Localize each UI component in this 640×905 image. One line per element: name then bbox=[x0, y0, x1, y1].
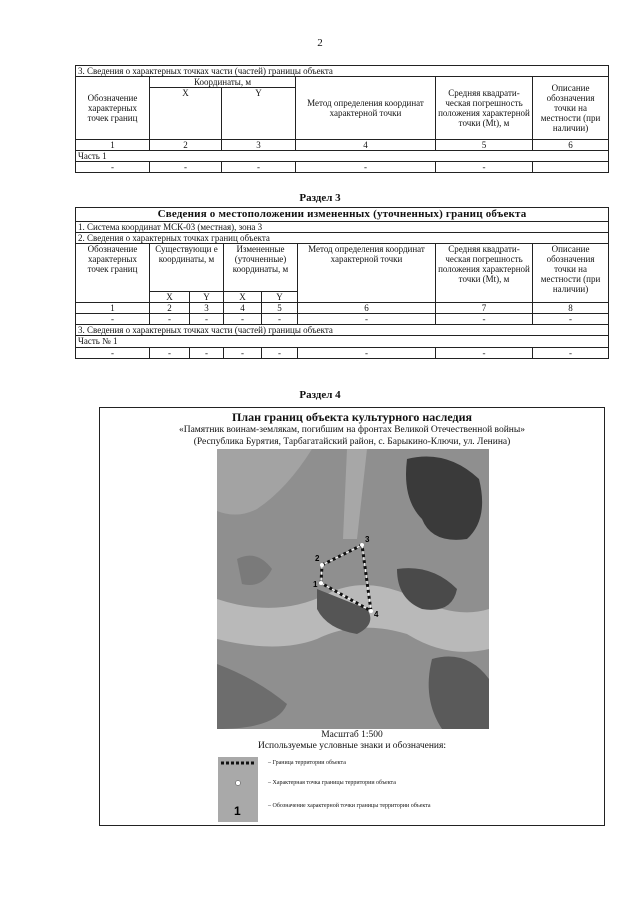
sub-header: 3. Сведения о характерных точках части (частей) границы объекта bbox=[76, 325, 609, 336]
col-num: 1 bbox=[76, 140, 150, 151]
table-cell: - bbox=[436, 347, 533, 358]
table-cell: - bbox=[533, 314, 609, 325]
section4-title: Раздел 4 bbox=[299, 389, 341, 401]
plan-location: (Республика Бурятия, Тарбагатайский район, с. Барыкино-Ключи, ул. Ленина) bbox=[193, 437, 511, 447]
legend-header: Используемые условные знаки и обозначения: bbox=[257, 741, 446, 751]
col-num: 5 bbox=[262, 303, 298, 314]
section3-title: Раздел 3 bbox=[299, 192, 341, 204]
table-cell: - bbox=[190, 314, 224, 325]
table-cell bbox=[533, 162, 609, 173]
boundary-plan bbox=[99, 407, 605, 826]
col-method: Метод определения координат характерной точки bbox=[298, 244, 436, 303]
col-existing: Существующи е координаты, м bbox=[150, 244, 224, 292]
table-cell: - bbox=[436, 314, 533, 325]
coord-system: 1. Система координат МСК-03 (местная), зона 3 bbox=[76, 222, 609, 233]
col-num: 6 bbox=[533, 140, 609, 151]
table-cell: - bbox=[222, 162, 296, 173]
col-description: Описание обозначения точки на местности (при наличии) bbox=[533, 244, 609, 303]
table-cell: - bbox=[298, 314, 436, 325]
table-cell: - bbox=[224, 314, 262, 325]
col-num: 8 bbox=[533, 303, 609, 314]
coords-header: Координаты, м bbox=[150, 77, 296, 88]
col-num: 2 bbox=[150, 303, 190, 314]
col-changed: Измененные (уточненные) координаты, м bbox=[224, 244, 298, 292]
map-point-label: 1 bbox=[313, 580, 318, 589]
map-point-label: 2 bbox=[315, 554, 320, 563]
page-number: 2 bbox=[317, 37, 323, 49]
col-error: Средняя квадрати-ческая погрешность положения характерной точки (Mt), м bbox=[436, 77, 533, 140]
map-point-label: 3 bbox=[365, 535, 370, 544]
col-num: 4 bbox=[224, 303, 262, 314]
table-cell: - bbox=[150, 347, 190, 358]
part-label: Часть 1 bbox=[76, 151, 609, 162]
legend-item-boundary: – Граница территории объекта bbox=[268, 760, 346, 766]
legend-point-label: 1 bbox=[234, 804, 241, 818]
map-scale: Масштаб 1:500 bbox=[321, 730, 383, 740]
legend-icons-graphic bbox=[218, 757, 258, 822]
col-x: X bbox=[150, 292, 190, 303]
col-error: Средняя квадрати-ческая погрешность положения характерной точки (Mt), м bbox=[436, 244, 533, 303]
part-points-table bbox=[75, 65, 609, 173]
col-num: 5 bbox=[436, 140, 533, 151]
table-cell: - bbox=[262, 347, 298, 358]
col-designation: Обозначение характерных точек границ bbox=[76, 77, 150, 140]
col-method: Метод определения координат характерной точки bbox=[296, 77, 436, 140]
table-cell: - bbox=[533, 347, 609, 358]
table-cell: - bbox=[76, 162, 150, 173]
table-cell: - bbox=[296, 162, 436, 173]
map-image bbox=[217, 449, 489, 729]
section-header: 3. Сведения о характерных точках части (частей) границы объекта bbox=[76, 66, 609, 77]
legend-item-label: – Обозначение характерной точки границы территории объекта bbox=[268, 803, 431, 809]
col-y: Y bbox=[222, 88, 296, 140]
changed-boundaries-table bbox=[75, 207, 609, 359]
table-cell: - bbox=[76, 347, 150, 358]
map-point-label: 4 bbox=[374, 610, 379, 619]
col-num: 4 bbox=[296, 140, 436, 151]
col-num: 3 bbox=[222, 140, 296, 151]
col-y: Y bbox=[262, 292, 298, 303]
plan-subtitle: «Памятник воинам-землякам, погибшим на фронтах Великой Отечественной войны» bbox=[178, 425, 526, 435]
col-x: X bbox=[224, 292, 262, 303]
col-num: 3 bbox=[190, 303, 224, 314]
aerial-map bbox=[217, 449, 489, 729]
table-cell: - bbox=[76, 314, 150, 325]
legend-item-point: – Характерная точка границы территории объекта bbox=[268, 780, 396, 786]
col-num: 6 bbox=[298, 303, 436, 314]
table-cell: - bbox=[262, 314, 298, 325]
legend-swatch bbox=[218, 757, 258, 822]
table-cell: - bbox=[298, 347, 436, 358]
table-cell: - bbox=[436, 162, 533, 173]
table-cell: - bbox=[150, 162, 222, 173]
col-num: 2 bbox=[150, 140, 222, 151]
table-title: Сведения о местоположении измененных (уточненных) границ объекта bbox=[76, 208, 609, 222]
col-num: 7 bbox=[436, 303, 533, 314]
table-cell: - bbox=[150, 314, 190, 325]
col-num: 1 bbox=[76, 303, 150, 314]
col-description: Описание обозначения точки на местности (при наличии) bbox=[533, 77, 609, 140]
col-x: X bbox=[150, 88, 222, 140]
table-cell: - bbox=[190, 347, 224, 358]
plan-title: План границ объекта культурного наследия bbox=[232, 410, 472, 424]
col-designation: Обозначение характерных точек границ bbox=[76, 244, 150, 303]
sub-header: 2. Сведения о характерных точках границ объекта bbox=[76, 233, 609, 244]
part-label: Часть № 1 bbox=[76, 336, 609, 347]
col-y: Y bbox=[190, 292, 224, 303]
table-cell: - bbox=[224, 347, 262, 358]
